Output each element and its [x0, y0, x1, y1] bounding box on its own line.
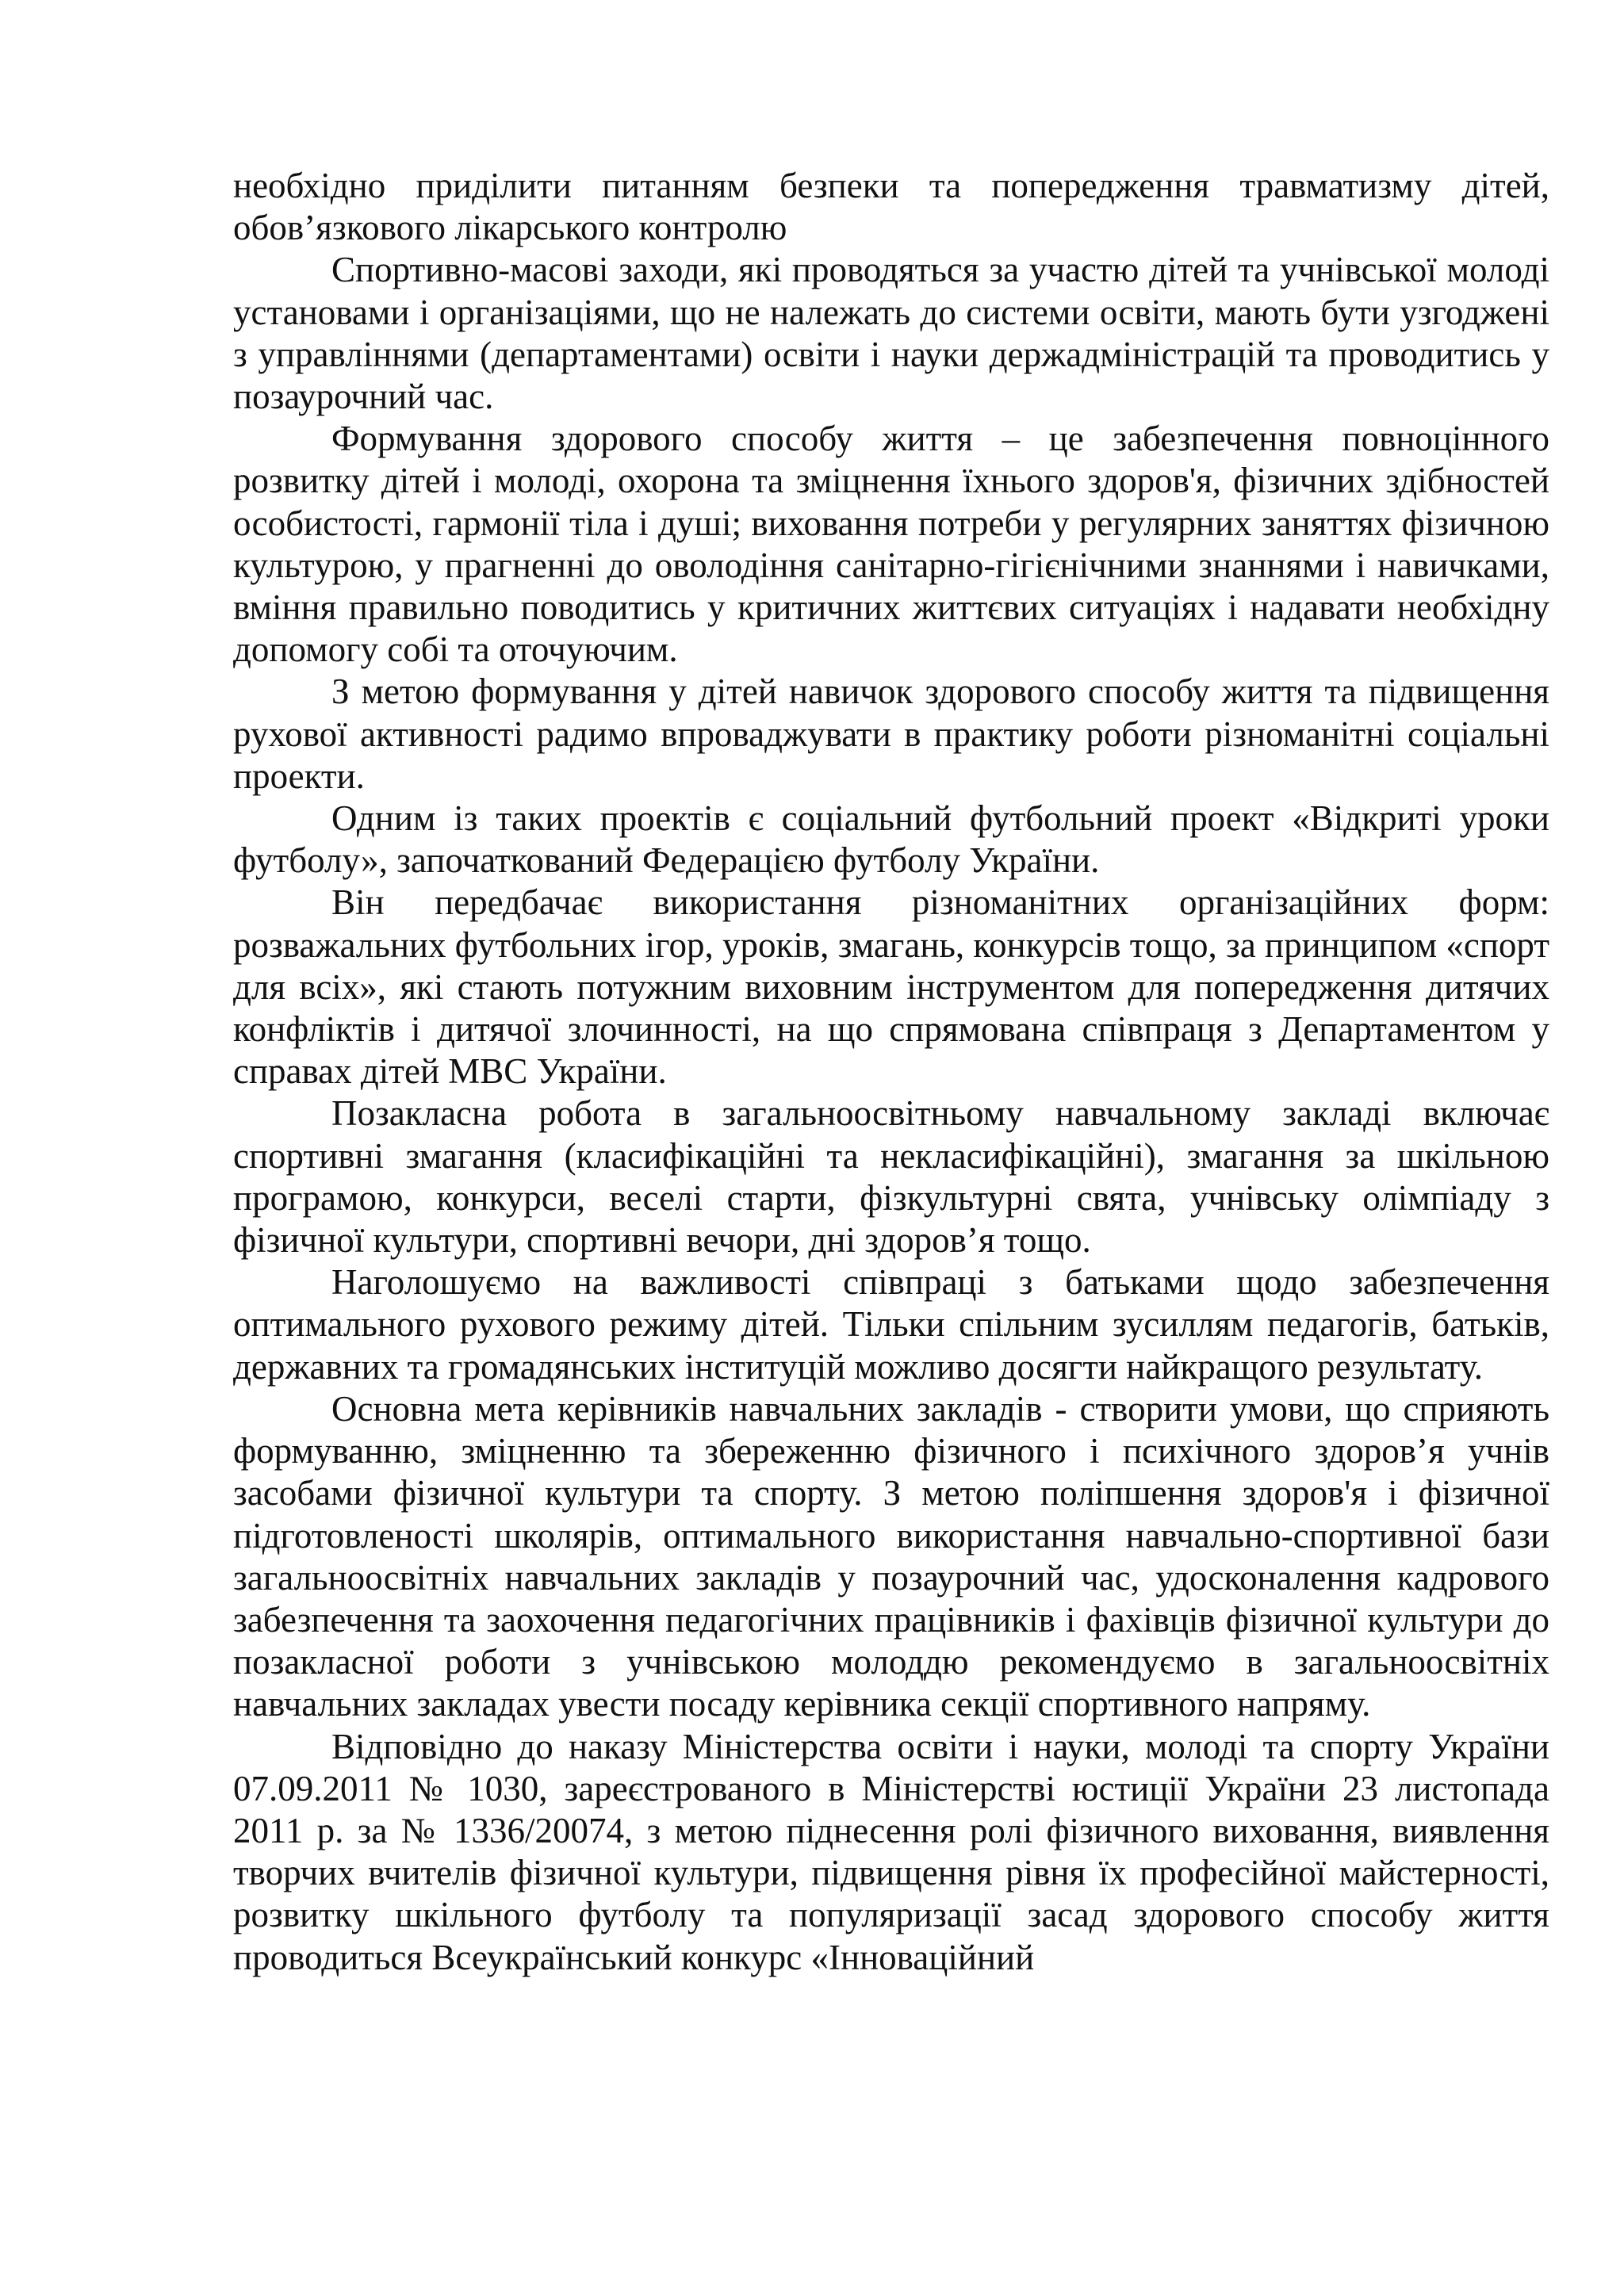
paragraph-sports-events: Спортивно-масові заходи, які проводяться за участю дітей та учнівської молоді установами і організаціями, що не належать до системи освіти, мають бути узгоджені з управліннями (департаментами) освіти і науки держадміністрацій та проводитись у позаурочний час.: [233, 250, 1549, 417]
paragraph-main-goal: Основна мета керівників навчальних закладів - створити умови, що сприяють формуванню, зміцненню та збереженню фізичного і психічного здоров’я учнів засобами фізичної культури та спорту. З метою поліпшення здоров'я і фізичної підготовленості школярів, оптимального використання навчально-спортивної бази загальноосвітніх навчальних закладів у позаурочний час, удосконалення кадрового забезпечення та заохочення педагогічних працівників і фахівців фізичної культури до позакласної роботи з учнівською молоддю рекомендуємо в загальноосвітніх навчальних закладах увести посаду керівника секції спортивного напряму.: [233, 1388, 1549, 1724]
paragraph-parents-cooperation: Наголошуємо на важливості співпраці з батьками щодо забезпечення оптимального рухового режиму дітей. Тільки спільним зусиллям педагогів, батьків, державних та громадянських інституцій можливо досягти найкращого результату.: [233, 1262, 1549, 1387]
paragraph-organizational-forms: Він передбачає використання різноманітних організаційних форм: розважальних футбольних ігор, уроків, змагань, конкурсів тощо, за принципом «спорт для всіх», які стають потужним виховним інструментом для попередження дитячих конфліктів і дитячої злочинності, на що спрямована співпраця з Департаментом у справах дітей МВС України.: [233, 882, 1549, 1092]
paragraph-healthy-lifestyle: Формування здорового способу життя – це забезпечення повноцінного розвитку дітей і молоді, охорона та зміцнення їхнього здоров'я, фізичних здібностей особистості, гармонії тіла і душі; виховання потреби у регулярних заняттях фізичною культурою, у прагненні до оволодіння санітарно-гігієнічними знаннями і навичками, вміння правильно поводитись у критичних життєвих ситуаціях і надавати необхідну допомогу собі та оточуючим.: [233, 419, 1549, 670]
document-body: [233, 165, 1549, 1979]
paragraph-football-project: Одним із таких проектів є соціальний футбольний проект «Відкриті уроки футболу», започаткований Федерацією футболу України.: [233, 798, 1549, 881]
paragraph-social-projects: З метою формування у дітей навичок здорового способу життя та підвищення рухової активності радимо впроваджувати в практику роботи різноманітні соціальні проекти.: [233, 672, 1549, 796]
paragraph-continuation: необхідно приділити питанням безпеки та попередження травматизму дітей, обов’язкового лікарського контролю: [233, 166, 1549, 248]
paragraph-extracurricular-work: Позакласна робота в загальноосвітньому навчальному закладі включає спортивні змагання (класифікаційні та некласифікаційні), змагання за шкільною програмою, конкурси, веселі старти, фізкультурні свята, учнівську олімпіаду з фізичної культури, спортивні вечори, дні здоров’я тощо.: [233, 1093, 1549, 1261]
paragraph-ministry-order: Відповідно до наказу Міністерства освіти і науки, молоді та спорту України 07.09.2011 № 1030, зареєстрованого в Міністерстві юстиції України 23 листопада 2011 р. за № 1336/20074, з метою піднесення ролі фізичного виховання, виявлення творчих вчителів фізичної культури, підвищення рівня їх професійної майстерності, розвитку шкільного футболу та популяризації засад здорового способу життя проводиться Всеукраїнський конкурс «Інноваційний: [233, 1726, 1549, 1977]
